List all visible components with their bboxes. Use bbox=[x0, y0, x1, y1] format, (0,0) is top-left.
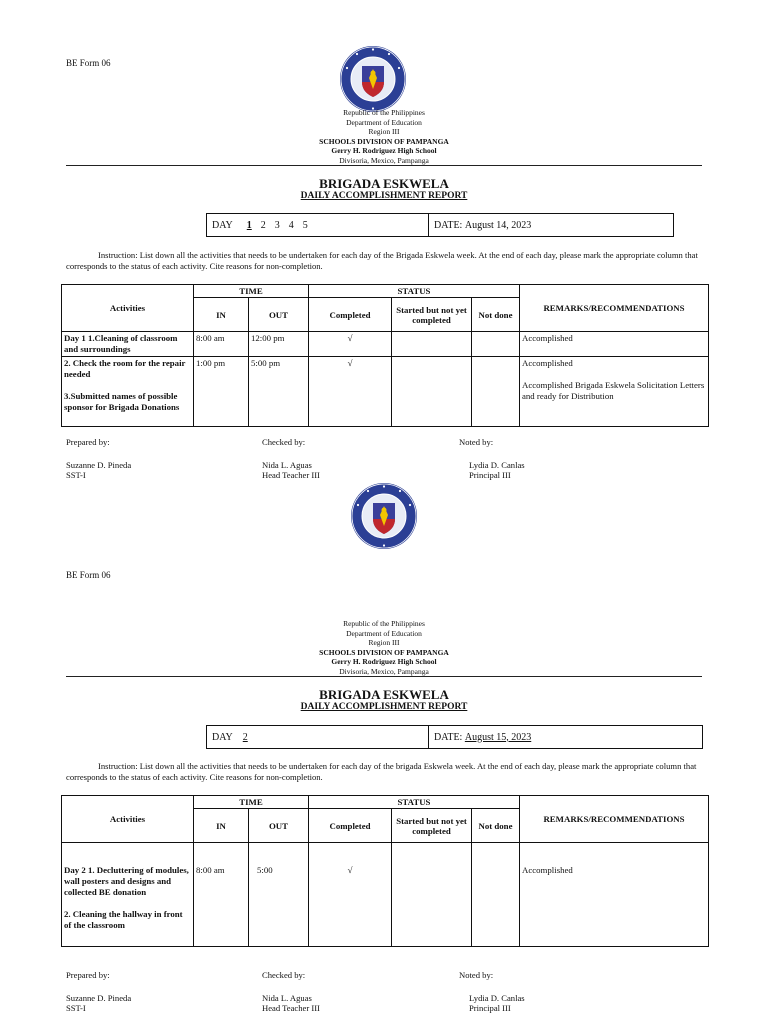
col-header-completed: Completed bbox=[309, 809, 392, 843]
completed-check: √ bbox=[309, 357, 392, 427]
table-row bbox=[62, 843, 709, 947]
activity-cell bbox=[62, 357, 194, 427]
accomplishment-table bbox=[61, 795, 709, 947]
noted-name: Lydia D. Canlas bbox=[469, 992, 525, 1003]
remarks-cell bbox=[520, 357, 709, 427]
noted-label: Noted by: bbox=[459, 970, 494, 980]
prepared-name: Suzanne D. Pineda bbox=[66, 992, 132, 1003]
division-name: SCHOOLS DIVISION OF PAMPANGA bbox=[319, 647, 449, 657]
col-header-remarks: REMARKS/RECOMMENDATIONS bbox=[520, 285, 709, 332]
remarks-text: Accomplished Brigada Eskwela Solicitation Letters and ready for Distribution bbox=[522, 380, 705, 401]
time-in-cell: 1:00 pm bbox=[194, 357, 249, 427]
col-header-out: OUT bbox=[249, 298, 309, 332]
day-value: 2 bbox=[242, 731, 248, 743]
not-done-cell bbox=[472, 843, 520, 947]
agency-line: Region III bbox=[368, 638, 400, 648]
not-done-cell bbox=[472, 357, 520, 427]
remarks-text: Accomplished bbox=[522, 333, 573, 343]
day-number: 4 bbox=[288, 219, 294, 231]
date-label: DATE: bbox=[434, 219, 463, 231]
col-header-not-done: Not done bbox=[472, 809, 520, 843]
school-name: Gerry H. Rodriguez High School bbox=[331, 146, 437, 156]
col-header-started: Started but not yet completed bbox=[392, 298, 472, 332]
instruction-text: Instruction: List down all the activities that needs to be undertaken for each day of the Brigada Eskwela week. At the end of each day, please mark the appropriate column that corresponds to the status of each activity. Cite reasons for non-completion. bbox=[66, 250, 698, 271]
started-cell bbox=[392, 843, 472, 947]
date-field bbox=[429, 726, 702, 748]
signature-prepared bbox=[66, 970, 131, 1014]
col-header-not-done: Not done bbox=[472, 298, 520, 332]
completed-check: √ bbox=[309, 332, 392, 357]
day-label: DAY bbox=[212, 731, 233, 743]
col-header-remarks: REMARKS/RECOMMENDATIONS bbox=[520, 796, 709, 843]
activity-text: 2. Cleaning the hallway in front of the classroom bbox=[64, 909, 183, 930]
time-out-cell: 5:00 bbox=[249, 843, 309, 947]
day-date-box bbox=[206, 213, 674, 237]
activity-text: 3.Submitted names of possible sponsor for Brigada Donations bbox=[64, 391, 180, 412]
activity-text: Day 1 1.Cleaning of classroom and surroundings bbox=[64, 333, 178, 354]
prepared-title: SST-I bbox=[66, 1003, 86, 1013]
not-done-cell bbox=[472, 332, 520, 357]
completed-check: √ bbox=[309, 843, 392, 947]
signature-checked bbox=[262, 437, 320, 481]
school-name: Gerry H. Rodriguez High School bbox=[331, 657, 437, 667]
division-name: SCHOOLS DIVISION OF PAMPANGA bbox=[319, 136, 449, 146]
day-field bbox=[207, 214, 429, 236]
remarks-text: Accomplished bbox=[522, 865, 573, 875]
checked-label: Checked by: bbox=[262, 970, 306, 980]
started-cell bbox=[392, 332, 472, 357]
noted-title: Principal III bbox=[469, 1003, 511, 1013]
remarks-cell bbox=[520, 843, 709, 947]
agency-header bbox=[0, 108, 768, 166]
checked-label: Checked by: bbox=[262, 437, 306, 447]
remarks-cell bbox=[520, 332, 709, 357]
started-cell bbox=[392, 357, 472, 427]
agency-line: Republic of the Philippines bbox=[343, 108, 425, 117]
header-divider bbox=[66, 165, 702, 166]
school-address: Divisoria, Mexico, Pampanga bbox=[339, 155, 429, 165]
agency-line: Department of Education bbox=[346, 117, 422, 127]
prepared-name: Suzanne D. Pineda bbox=[66, 459, 132, 470]
checked-name: Nida L. Aguas bbox=[262, 992, 312, 1003]
day-label: DAY bbox=[212, 219, 233, 231]
col-header-status: STATUS bbox=[309, 796, 520, 809]
deped-seal-icon bbox=[338, 44, 408, 114]
activity-text: 2. Check the room for the repair needed bbox=[64, 358, 186, 379]
prepared-label: Prepared by: bbox=[66, 970, 110, 980]
col-header-completed: Completed bbox=[309, 298, 392, 332]
prepared-title: SST-I bbox=[66, 470, 86, 480]
report-title: BRIGADA ESKWELA bbox=[319, 176, 449, 191]
day-field bbox=[207, 726, 429, 748]
date-field bbox=[429, 214, 673, 236]
agency-line: Region III bbox=[368, 127, 400, 137]
agency-line: Department of Education bbox=[346, 628, 422, 638]
prepared-label: Prepared by: bbox=[66, 437, 110, 447]
table-row bbox=[62, 332, 709, 357]
form-code: BE Form 06 bbox=[66, 570, 111, 580]
date-label: DATE: bbox=[434, 731, 463, 743]
day-number: 5 bbox=[302, 219, 308, 231]
checked-name: Nida L. Aguas bbox=[262, 459, 312, 470]
noted-title: Principal III bbox=[469, 470, 511, 480]
day-date-box bbox=[206, 725, 703, 749]
col-header-started: Started but not yet completed bbox=[392, 809, 472, 843]
noted-label: Noted by: bbox=[459, 437, 494, 447]
signature-checked bbox=[262, 970, 320, 1014]
date-value: August 15, 2023 bbox=[464, 731, 532, 743]
col-header-time: TIME bbox=[194, 285, 309, 298]
activity-cell bbox=[62, 843, 194, 947]
time-in-cell: 8:00 am bbox=[194, 843, 249, 947]
time-out-cell: 5:00 pm bbox=[249, 357, 309, 427]
col-header-in: IN bbox=[194, 809, 249, 843]
day-number: 2 bbox=[260, 219, 266, 231]
col-header-activities: Activities bbox=[62, 285, 194, 332]
day-number-selected: 1 bbox=[246, 219, 252, 231]
date-value: August 14, 2023 bbox=[464, 219, 532, 231]
report-subtitle: DAILY ACCOMPLISHMENT REPORT bbox=[300, 702, 468, 712]
form-code: BE Form 06 bbox=[66, 58, 111, 68]
day-number: 3 bbox=[274, 219, 280, 231]
col-header-in: IN bbox=[194, 298, 249, 332]
col-header-activities: Activities bbox=[62, 796, 194, 843]
col-header-out: OUT bbox=[249, 809, 309, 843]
time-out-cell: 12:00 pm bbox=[249, 332, 309, 357]
deped-seal-icon bbox=[349, 481, 419, 551]
report-subtitle: DAILY ACCOMPLISHMENT REPORT bbox=[300, 191, 468, 201]
agency-line: Republic of the Philippines bbox=[343, 619, 425, 628]
checked-title: Head Teacher III bbox=[262, 1003, 320, 1013]
checked-title: Head Teacher III bbox=[262, 470, 320, 480]
activity-cell bbox=[62, 332, 194, 357]
table-row bbox=[62, 357, 709, 427]
school-address: Divisoria, Mexico, Pampanga bbox=[339, 666, 429, 676]
report-title: BRIGADA ESKWELA bbox=[319, 687, 449, 702]
remarks-text: Accomplished bbox=[522, 358, 573, 368]
time-in-cell: 8:00 am bbox=[194, 332, 249, 357]
header-divider bbox=[66, 676, 702, 677]
signature-prepared bbox=[66, 437, 131, 481]
col-header-status: STATUS bbox=[309, 285, 520, 298]
noted-name: Lydia D. Canlas bbox=[469, 459, 525, 470]
instruction-text: Instruction: List down all the activities that needs to be undertaken for each day of the brigada Eskwela week. At the end of each day, please mark the appropriate column that corresponds to the status of each activity. Cite reasons for non-completion. bbox=[66, 761, 697, 782]
activity-text: Day 2 1. Decluttering of modules, wall posters and designs and collected BE donation bbox=[64, 865, 189, 897]
signature-noted bbox=[459, 437, 525, 481]
accomplishment-table bbox=[61, 284, 709, 427]
col-header-time: TIME bbox=[194, 796, 309, 809]
agency-header bbox=[0, 619, 768, 677]
signature-noted bbox=[459, 970, 525, 1014]
